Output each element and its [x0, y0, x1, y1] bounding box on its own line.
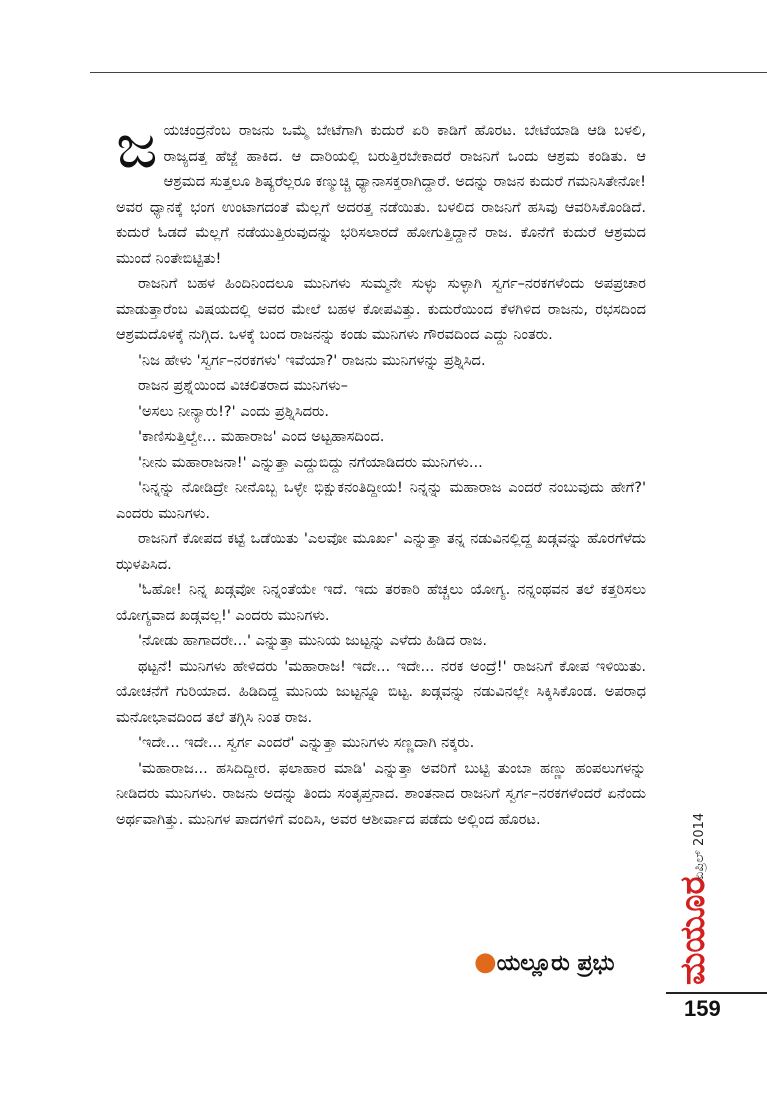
story-paragraph: 'ನೀನು ಮಹಾರಾಜನಾ!' ಎನ್ನುತ್ತಾ ಎದ್ದುಬಿದ್ದು ನಗೆಯಾಡಿದರು ಮುನಿಗಳು... [138, 453, 483, 471]
issue-date: ಏಪ್ರಿಲ್ 2014 [692, 812, 707, 880]
story-paragraph: 'ಓಹೋ! ನಿನ್ನ ಖಡ್ಗವೋ ನಿನ್ನಂತೆಯೇ ಇದೆ. ಇದು ತರಕಾರಿ ಹೆಚ್ಚಲು ಯೋಗ್ಯ. ನನ್ನಂಥವನ ತಲೆ ಕತ್ತರಿಸಲು ಯೋಗ್ಯವಾದ ಖಡ್ಗವಲ್ಲ!' ಎಂದರು ಮುನಿಗಳು. [116, 581, 646, 624]
header-rule [90, 72, 767, 73]
story-paragraph: 'ನಿನ್ನನ್ನು ನೋಡಿದ್ರೇ ನೀನೊಬ್ಬ ಒಳ್ಳೇ ಭಿಕ್ಷುಕನಂತಿದ್ದೀಯ! ನಿನ್ನನ್ನು ಮಹಾರಾಜ ಎಂದರೆ ನಂಬುವುದು ಹೇಗೆ?' ಎಂದರು ಮುನಿಗಳು. [116, 479, 646, 522]
author-byline [474, 947, 615, 977]
footer-rule [666, 992, 767, 994]
byline-bullet-icon: ● [474, 947, 497, 977]
story-paragraph: 'ನಿಜ ಹೇಳು 'ಸ್ವರ್ಗ–ನರಕಗಳು' ಇವೆಯಾ?' ರಾಜನು ಮುನಿಗಳನ್ನು ಪ್ರಶ್ನಿಸಿದ. [138, 351, 486, 369]
story-body [116, 109, 646, 832]
author-name: ಯಲ್ಲೂರು ಪ್ರಭು [496, 951, 615, 976]
story-paragraph: 'ಇದೇ... ಇದೇ... ಸ್ವರ್ಗ ಎಂದರೆ' ಎನ್ನುತ್ತಾ ಮುನಿಗಳು ಸಣ್ಣದಾಗಿ ನಕ್ಕರು. [138, 734, 475, 751]
drop-cap: ಜ [116, 109, 158, 182]
story-paragraph: ರಾಜನ ಪ್ರಶ್ನೆಯಿಂದ ವಿಚಲಿತರಾದ ಮುನಿಗಳು– [138, 377, 348, 394]
story-paragraph-1: ಜಯಚಂದ್ರನೆಂಬ ರಾಜನು ಒಮ್ಮೆ ಬೇಟೆಗಾಗಿ ಕುದುರೆ ಏರಿ ಕಾಡಿಗೆ ಹೊರಟ. ಬೇಟೆಯಾಡಿ ಆಡಿ ಬಳಲಿ, ರಾಜ್ಯದತ್ತ ಹೆಜ್ಜೆ ಹಾಕಿದ. ಆ ದಾರಿಯಲ್ಲಿ ಬರುತ್ತಿರಬೇಕಾದರೆ ರಾಜನಿಗೆ ಒಂದು ಆಶ್ರಮ ಕಂಡಿತು. ಆ ಆಶ್ರಮದ ಸುತ್ತಲೂ ಶಿಷ್ಯರೆಲ್ಲರೂ ಕಣ್ಮುಚ್ಚಿ ಧ್ಯಾನಾಸಕ್ತರಾಗಿದ್ದಾರೆ. ಅದನ್ನು ರಾಜನ ಕುದುರೆ ಗಮನಿಸಿತೇನೋ! ಅವರ ಧ್ಯಾನಕ್ಕೆ ಭಂಗ ಉಂಟಾಗದಂತೆ ಮೆಲ್ಲಗೆ ಅದರತ್ತ ನಡೆಯಿತು. ಬಳಲಿದ ರಾಜನಿಗೆ ಹಸಿವು ಆವರಿಸಿಕೊಂಡಿದೆ. ಕುದುರೆ ಓಡದೆ ಮೆಲ್ಲಗೆ ನಡೆಯುತ್ತಿರುವುದನ್ನು ಭರಿಸಲಾರದೆ ಹೋಗುತ್ತಿದ್ದಾನೆ ರಾಜ. ಕೊನೆಗೆ ಕುದುರೆ ಆಶ್ರಮದ ಮುಂದೆ ನಿಂತೇಬಿಟ್ಟಿತು! [116, 109, 646, 267]
story-paragraph: ಥಟ್ಟನೆ! ಮುನಿಗಳು ಹೇಳಿದರು 'ಮಹಾರಾಜ! ಇದೇ... ಇದೇ... ನರಕ ಅಂದ್ರೆ!' ರಾಜನಿಗೆ ಕೋಪ ಇಳಿಯಿತು. ಯೋಚನೆಗೆ ಗುರಿಯಾದ. ಹಿಡಿದಿದ್ದ ಮುನಿಯ ಜುಟ್ಟನ್ನೂ ಬಿಟ್ಟ. ಖಡ್ಗವನ್ನು ನಡುವಿನಲ್ಲೇ ಸಿಕ್ಕಿಸಿಕೊಂಡ. ಅಪರಾಧ ಮನೋಭಾವದಿಂದ ತಲೆ ತಗ್ಗಿಸಿ ನಿಂತ ರಾಜ. [116, 657, 646, 726]
story-paragraph: 'ಮಹಾರಾಜ... ಹಸಿದಿದ್ದೀರ. ಫಲಾಹಾರ ಮಾಡಿ' ಎನ್ನುತ್ತಾ ಅವರಿಗೆ ಬುಟ್ಟಿ ತುಂಬಾ ಹಣ್ಣು ಹಂಪಲುಗಳನ್ನು ನೀಡಿದರು ಮುನಿಗಳು. ರಾಜನು ಅದನ್ನು ತಿಂದು ಸಂತೃಪ್ತನಾದ. ಶಾಂತನಾದ ರಾಜನಿಗೆ ಸ್ವರ್ಗ–ನರಕಗಳೆಂದರೆ ಏನೆಂದು ಅರ್ಥವಾಗಿತ್ತು. ಮುನಿಗಳ ಪಾದಗಳಿಗೆ ವಂದಿಸಿ, ಅವರ ಆಶೀರ್ವಾದ ಪಡೆದು ಅಲ್ಲಿಂದ ಹೊರಟ. [116, 759, 646, 828]
story-paragraph: ರಾಜನಿಗೆ ಕೋಪದ ಕಟ್ಟೆ ಒಡೆಯಿತು 'ಎಲವೋ ಮೂರ್ಖ' ಎನ್ನುತ್ತಾ ತನ್ನ ನಡುವಿನಲ್ಲಿದ್ದ ಖಡ್ಗವನ್ನು ಹೊರಗೆಳೆದು ಝಳಪಿಸಿದ. [116, 530, 646, 573]
story-paragraph: 'ಅಸಲು ನೀನ್ಯಾರು!?' ಎಂದು ಪ್ರಶ್ನಿಸಿದರು. [138, 402, 330, 420]
magazine-name: ಮಯೂರ [673, 876, 713, 985]
story-paragraph: 'ನೋಡು ಹಾಗಾದರೇ...' ಎನ್ನುತ್ತಾ ಮುನಿಯ ಜುಟ್ಟನ್ನು ಎಳೆದು ಹಿಡಿದ ರಾಜ. [138, 632, 487, 649]
page-number: 159 [684, 996, 721, 1021]
story-paragraph: 'ಕಾಣಿಸುತ್ತಿಲ್ವೇ... ಮಹಾರಾಜ' ಎಂದ ಅಟ್ಟಹಾಸದಿಂದ. [138, 428, 385, 445]
story-paragraph: ರಾಜನಿಗೆ ಬಹಳ ಹಿಂದಿನಿಂದಲೂ ಮುನಿಗಳು ಸುಮ್ಮನೇ ಸುಳ್ಳು ಸುಳ್ಳಾಗಿ ಸ್ವರ್ಗ–ನರಕಗಳೆಂದು ಅಪಪ್ರಚಾರ ಮಾಡುತ್ತಾರೆಂಬ ವಿಷಯದಲ್ಲಿ ಅವರ ಮೇಲೆ ಬಹಳ ಕೋಪವಿತ್ತು. ಕುದುರೆಯಿಂದ ಕೆಳಗಿಳಿದ ರಾಜನು, ರಭಸದಿಂದ ಆಶ್ರಮದೊಳಕ್ಕೆ ನುಗ್ಗಿದ. ಒಳಕ್ಕೆ ಬಂದ ರಾಜನನ್ನು ಕಂಡು ಮುನಿಗಳು ಗೌರವದಿಂದ ಎದ್ದು ನಿಂತರು. [116, 275, 646, 343]
